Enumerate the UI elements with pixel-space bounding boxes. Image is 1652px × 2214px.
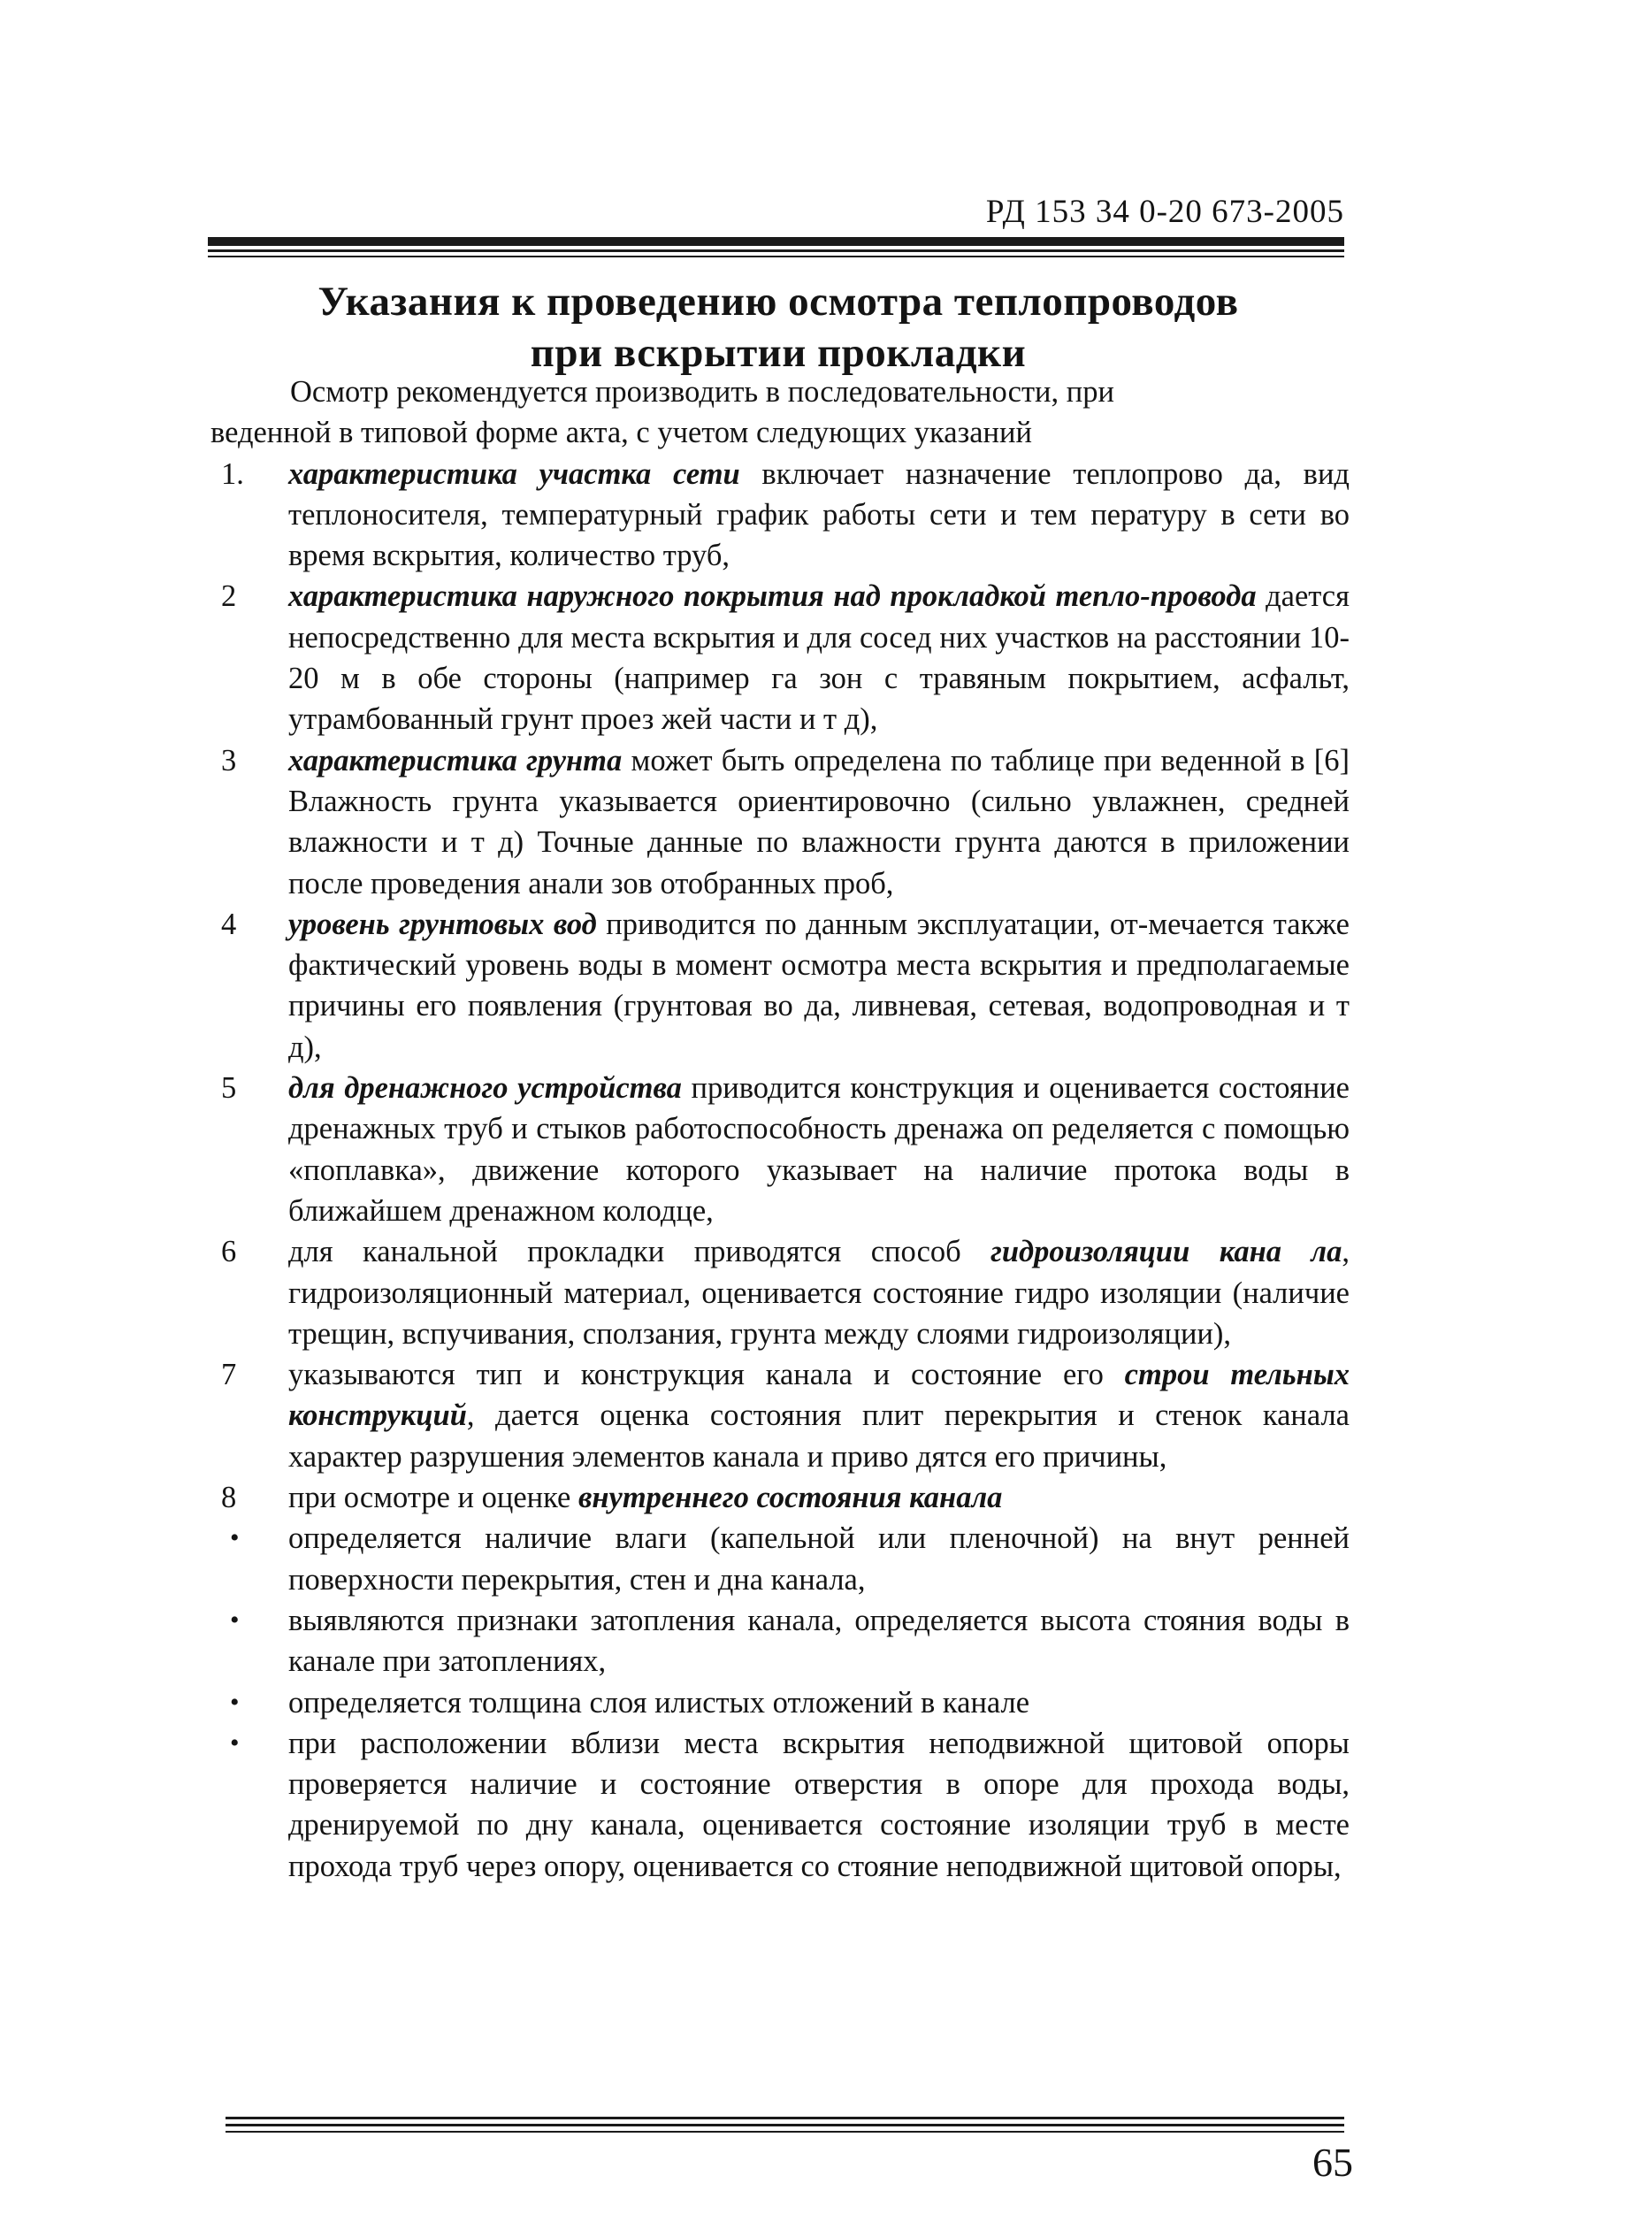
item-keyword: характеристика участка сети (288, 456, 740, 491)
bullet-item (210, 1682, 1351, 1723)
bullet-item (210, 1600, 1351, 1682)
item-number: 4 (221, 907, 237, 941)
item-keyword: характеристика наружного покрытия над прокладкой тепло-провода (288, 579, 1257, 614)
intro-line-1: Осмотр рекомендуется производить в последовательности, при (290, 375, 1114, 409)
item-number: 5 (221, 1071, 237, 1106)
list-item (210, 1354, 1351, 1477)
intro-continuation: веденной в типовой форме акта, с учетом следующих указаний (210, 416, 1032, 450)
header-rule-thin (208, 256, 1344, 257)
bullet-icon: • (230, 1523, 240, 1553)
item-keyword: внутреннего состояния канала (577, 1481, 1003, 1515)
item-text (288, 904, 1350, 1068)
document-code: РД 153 34 0-20 673-2005 (985, 194, 1344, 230)
title-line-2: при вскрытии прокладки (530, 330, 1027, 376)
item-keyword: строи тельных конструкций (288, 1358, 1350, 1433)
item-text (288, 1231, 1350, 1354)
item-keyword: уровень грунтовых вод (288, 907, 597, 941)
bullet-icon: • (230, 1728, 240, 1758)
item-number: 7 (221, 1358, 237, 1392)
document-body (210, 372, 1351, 1887)
header-rule-thick (208, 237, 1344, 246)
bullet-text: при расположении вблизи места вскрытия неподвижной щитовой опоры проверяется наличие и состояние отверстия в опоре для прохода воды, дренируемой по дну канала, оценивается состояние изоляции труб в месте прохода труб через опору, оценивается со стояние неподвижной щитовой опоры, (288, 1726, 1350, 1883)
section-title (212, 276, 1344, 379)
item-text (288, 1068, 1350, 1231)
header-rule-thin (208, 249, 1344, 252)
bullet-icon: • (230, 1687, 240, 1717)
item-number: 6 (221, 1235, 237, 1269)
bullet-icon: • (230, 1605, 240, 1635)
footer-rule (226, 2131, 1344, 2133)
bullet-item (210, 1518, 1351, 1600)
list-item (210, 1231, 1351, 1354)
footer-rule (226, 2124, 1344, 2126)
item-rest: , гидроизоляционный материал, оценивается состояние гидро изоляции (наличие трещин, вспучивания, сползания, грунта между слоями гидроизоляции), (288, 1235, 1350, 1351)
intro-paragraph (210, 372, 1351, 412)
item-keyword: гидроизоляции кана ла (990, 1235, 1342, 1269)
item-pre: указываются тип и конструкция канала и состояние его (288, 1358, 1125, 1392)
item-rest: может быть определена по таблице при веденной в [6] Влажность грунта указывается ориентировочно (сильно увлажнен, средней влажности и т д) Точные данные по влажности грунта даются в приложении после проведения анали зов отобранных проб, (288, 743, 1350, 900)
list-item (210, 904, 1351, 1068)
list-item (210, 1068, 1351, 1231)
item-rest: приводится по данным эксплуатации, от-мечается также фактический уровень воды в момент осмотра места вскрытия и предполагаемые причины его появления (грунтовая во да, ливневая, сетевая, водопроводная и т д), (288, 907, 1350, 1064)
item-number: 8 (221, 1481, 237, 1515)
item-number: 3 (221, 743, 237, 778)
footer-rule (226, 2117, 1344, 2119)
item-pre: при осмотре и оценке (288, 1481, 578, 1515)
bullet-item (210, 1723, 1351, 1887)
list-item (210, 1477, 1351, 1518)
item-number: 1. (221, 456, 244, 491)
item-text (288, 740, 1350, 904)
bullet-text: выявляются признаки затопления канала, определяется высота стояния воды в канале при затоплениях, (288, 1603, 1350, 1679)
item-rest: приводится конструкция и оценивается состояние дренажных труб и стыков работоспособность дренажа оп ределяется с помощью «поплавка», движение которого указывает на наличие протока воды в ближайшем дренажном колодце, (288, 1071, 1350, 1228)
item-rest: включает назначение теплопрово да, вид теплоносителя, температурный график работы сети и тем пературу в сети во время вскрытия, количество труб, (288, 456, 1350, 573)
item-rest: , дается оценка состояния плит перекрытия и стенок канала характер разрушения элементов канала и приво дятся его причины, (288, 1398, 1350, 1474)
item-text (288, 454, 1350, 577)
item-text (288, 1477, 1350, 1518)
item-keyword: характеристика грунта (288, 743, 623, 778)
item-text (288, 1354, 1350, 1477)
list-item (210, 454, 1351, 577)
item-pre: для канальной прокладки приводятся способ (288, 1235, 991, 1269)
item-number: 2 (221, 579, 237, 614)
list-item (210, 576, 1351, 739)
title-line-1: Указания к проведению осмотра теплопроводов (317, 279, 1239, 325)
bullet-text: определяется толщина слоя илистых отложений в канале (288, 1685, 1030, 1720)
item-keyword: для дренажного устройства (288, 1071, 682, 1106)
item-text (288, 576, 1350, 739)
item-rest: дается непосредственно для места вскрытия и для сосед них участков на расстоянии 10-20 м в обе стороны (например га зон с травяным покрытием, асфальт, утрамбованный грунт проез жей части и т д), (288, 579, 1350, 737)
page-number: 65 (1312, 2140, 1353, 2185)
bullet-text: определяется наличие влаги (капельной или пленочной) на внут ренней поверхности перекрытия, стен и дна канала, (288, 1521, 1350, 1597)
list-item (210, 740, 1351, 904)
